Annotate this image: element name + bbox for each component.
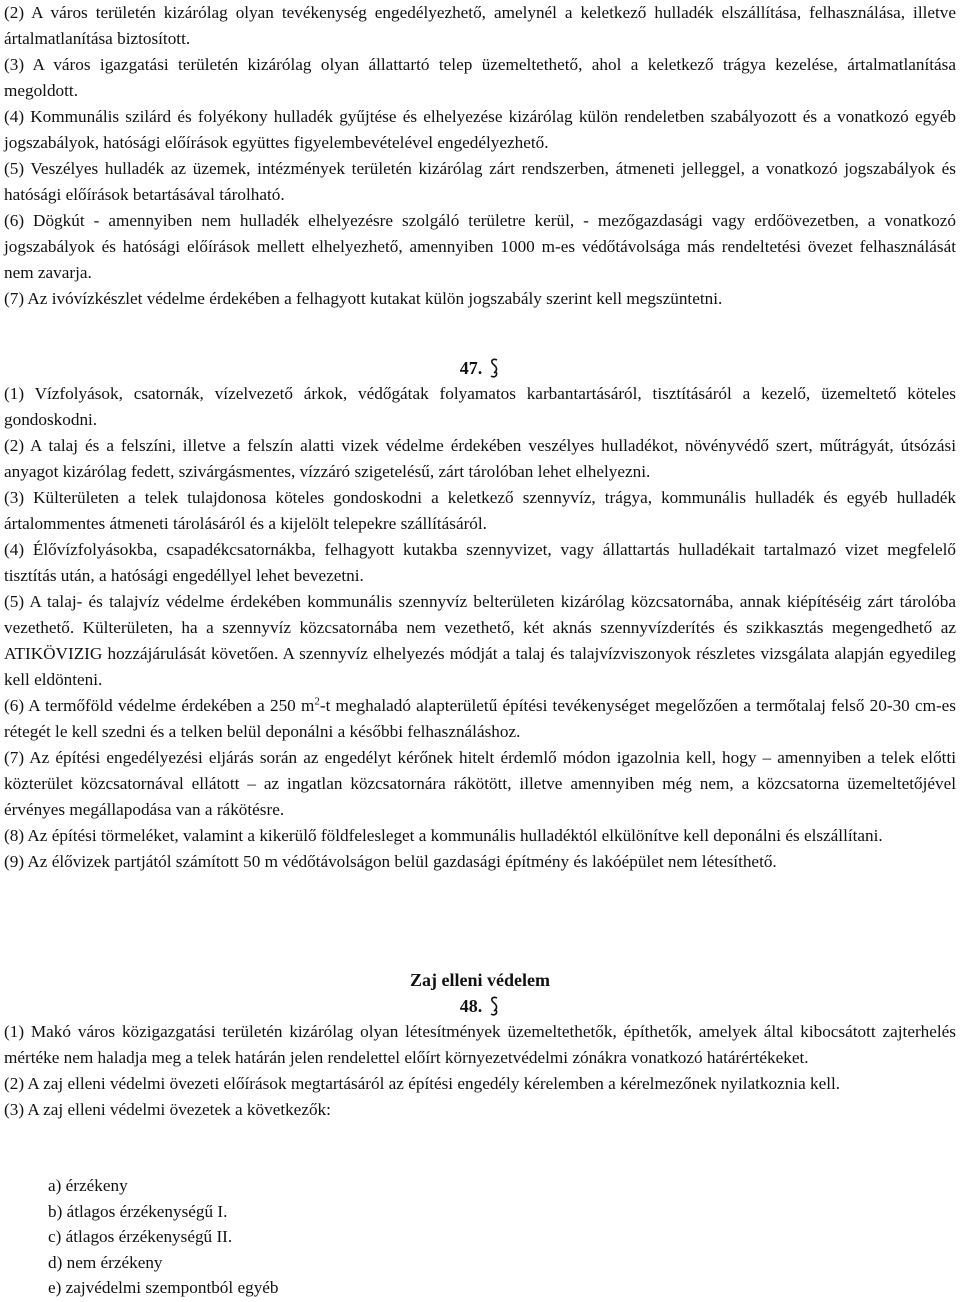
s47-paragraph-4: (4) Élővízfolyásokba, csapadékcsatornákba, felhagyott kutakba szennyvizet, vagy állattartás hulladékait tartalmazó vizet megfelelő tisztítás után, a hatósági engedéllyel lehet bevezetni. xyxy=(4,540,956,585)
section-47-heading xyxy=(0,355,960,381)
paragraph-sign-icon xyxy=(488,357,500,379)
list-item: d) nem érzékeny xyxy=(48,1252,163,1272)
s47-paragraph-1: (1) Vízfolyások, csatornák, vízelvezető árkok, védőgátak folyamatos karbantartásáról, tisztításáról a kezelő, üzemeltető köteles gondoskodni. xyxy=(4,384,956,429)
paragraph-2: (2) A város területén kizárólag olyan tevékenység engedélyezhető, amelynél a keletkező hulladék elszállítása, felhasználása, illetve ártalmatlanítása biztosított. xyxy=(4,3,956,48)
s47-p6-end: -t meghaladó alapterületű építési tevékenységet megelőzően a termőtalaj felső 20-30 cm-es rétegét le kell szedni és a telken belül deponálni a későbbi felhasználáshoz. xyxy=(4,696,956,741)
section-48-title: Zaj elleni védelem xyxy=(410,970,550,990)
s47-paragraph-3: (3) Külterületen a telek tulajdonosa köteles gondoskodni a keletkező szennyvíz, trágya, kommunális hulladék és egyéb hulladék ártalommentes átmeneti tárolásáról és a kijelölt telepekre szállításáról. xyxy=(4,488,956,533)
s48-paragraph-1: (1) Makó város közigazgatási területén kizárólag olyan létesítmények üzemeltethetők, építhetők, amelyek által kibocsátott zajterhelés mértéke nem haladja meg a telek határán jelen rendelettel előírt környezetvédelmi zónákra vonatkozó határértékeket. xyxy=(4,1022,956,1067)
list-item: b) átlagos érzékenységű I. xyxy=(48,1201,228,1221)
s48-paragraph-2: (2) A zaj elleni védelmi övezeti előírások megtartásáról az építési engedély kérelemben a kérelmezőnek nyilatkoznia kell. xyxy=(4,1074,841,1093)
s47-paragraph-6 xyxy=(4,693,956,745)
s47-paragraph-9: (9) Az élővizek partjától számított 50 m védőtávolságon belül gazdasági építmény és lakóépület nem létesíthető. xyxy=(4,852,777,871)
s48-paragraph-3: (3) A zaj elleni védelmi övezetek a következők: xyxy=(4,1100,331,1119)
s47-paragraph-7: (7) Az építési engedélyezési eljárás során az engedélyt kérőnek hitelt érdemlő módon igazolnia kell, hogy – amennyiben a telek előtti közterület közcsatornával ellátott – az ingatlan közcsatornára rákötött, illetve amennyiben még nem, a közcsatorna üzemeltetőjével érvényes megállapodása van a rákötésre. xyxy=(4,748,956,819)
s47-p6-start: (6) A termőföld védelme érdekében a 250 m xyxy=(4,696,315,715)
paragraph-4: (4) Kommunális szilárd és folyékony hulladék gyűjtése és elhelyezése kizárólag külön rendeletben szabályozott és a vonatkozó egyéb jogszabályok, hatósági előírások együttes figyelembevételével engedélyezhető. xyxy=(4,107,956,152)
section-47-number: 47. xyxy=(459,358,483,378)
s47-paragraph-2: (2) A talaj és a felszíni, illetve a felszín alatti vizek védelme érdekében veszélyes hulladékot, növényvédő szert, műtrágyát, útsózási anyagot kizárólag fedett, szivárgásmentes, vízzáró szigetelésű, zárt tárolóban lehet elhelyezni. xyxy=(4,436,956,481)
paragraph-3: (3) A város igazgatási területén kizárólag olyan állattartó telep üzemeltethető, ahol a keletkező trágya kezelése, ártalmatlanítása megoldott. xyxy=(4,55,956,100)
s47-paragraph-8: (8) Az építési törmeléket, valamint a kikerülő földfelesleget a kommunális hulladéktól elkülönítve kell deponálni és elszállítani. xyxy=(4,826,883,845)
list-item: a) érzékeny xyxy=(48,1176,128,1195)
paragraph-sign-icon xyxy=(488,995,500,1017)
section-47-text xyxy=(4,381,956,875)
section-48-number: 48. xyxy=(459,996,483,1016)
list-item: c) átlagos érzékenységű II. xyxy=(48,1227,233,1246)
paragraph-5: (5) Veszélyes hulladék az üzemek, intézmények területén kizárólag zárt rendszerben, átmeneti jelleggel, a vonatkozó jogszabályok és hatósági előírások betartásával tárolható. xyxy=(4,159,956,204)
section-48-heading xyxy=(0,993,960,1019)
s47-p6-superscript: 2 xyxy=(314,695,320,708)
paragraph-6: (6) Dögkút - amennyiben nem hulladék elhelyezésre szolgáló területre kerül, - mezőgazdasági vagy erdőövezetben, a vonatkozó jogszabályok és hatósági előírások mellett elhelyezhető, amennyiben 1000 m-es védőtávolsága más rendeltetési övezet felhasználását nem zavarja. xyxy=(4,211,956,282)
section-46-text xyxy=(4,0,956,312)
list-item: e) zajvédelmi szempontból egyéb xyxy=(48,1278,279,1297)
zone-list xyxy=(48,1173,279,1301)
paragraph-7: (7) Az ivóvízkészlet védelme érdekében a felhagyott kutakat külön jogszabály szerint kell megszüntetni. xyxy=(4,289,723,308)
section-48-text xyxy=(4,1019,956,1123)
s47-paragraph-5: (5) A talaj- és talajvíz védelme érdekében kommunális szennyvíz belterületen kizárólag közcsatornába, annak kiépítéséig zárt tárolóba vezethető. Külterületen, ha a szennyvíz közcsatornába nem vezethető, két aknás szennyvízderítés és szikkasztás megengedhető az ATIKÖVIZIG hozzájárulását követően. A szennyvíz elhelyezés módját a talaj és talajvízviszonyok részletes vizsgálata alapján egyedileg kell eldönteni. xyxy=(4,592,956,689)
